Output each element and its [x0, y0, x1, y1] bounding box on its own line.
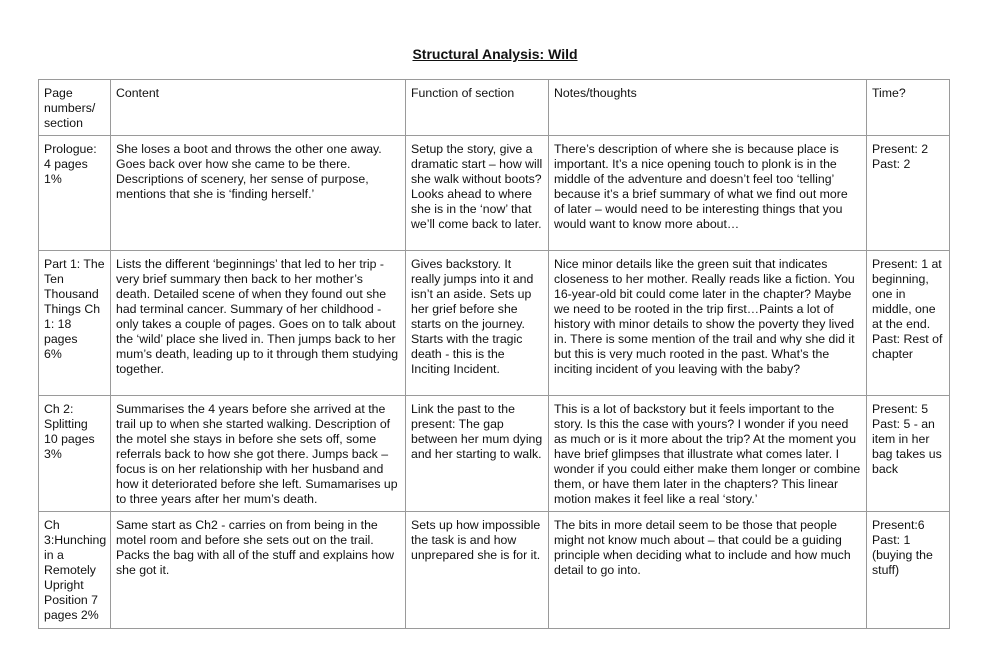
cell-notes: The bits in more detail seem to be those that people might not know much about – that could be a guiding principle when deciding what to include and how much detail to go into.: [549, 512, 867, 629]
cell-content: Same start as Ch2 - carries on from being in the motel room and before she sets out on the trail. Packs the bag with all of the stuff and explains how she got it.: [111, 512, 406, 629]
cell-function: Gives backstory. It really jumps into it and isn’t an aside. Sets up her grief before she starts on the journey. Starts with the tragic death - this is the Inciting Incident.: [406, 251, 549, 396]
cell-function: Setup the story, give a dramatic start – how will she walk without boots? Looks ahead to where she is in the ‘now’ that we’ll come back to later.: [406, 136, 549, 251]
header-time: Time?: [867, 80, 950, 136]
cell-section: Ch 2: Splitting 10 pages 3%: [39, 396, 111, 512]
structural-analysis-table: [38, 79, 950, 629]
header-content: Content: [111, 80, 406, 136]
header-notes: Notes/thoughts: [549, 80, 867, 136]
cell-time: Present: 5 Past: 5 - an item in her bag takes us back: [867, 396, 950, 512]
cell-notes: This is a lot of backstory but it feels important to the story. Is this the case with yours? I wonder if you need as much or is it more about the trip? At the moment you have brief glimpses that illustrate what comes later. I wonder if you could either make them longer or combine them, or have them later in the chapters? This linear motion makes it feel like a real ‘story.’: [549, 396, 867, 512]
cell-section: Prologue: 4 pages 1%: [39, 136, 111, 251]
table-row: [39, 136, 950, 251]
header-function: Function of section: [406, 80, 549, 136]
table-row: [39, 396, 950, 512]
cell-content: Lists the different ‘beginnings’ that led to her trip - very brief summary then back to her mother’s death. Detailed scene of when they found out she had terminal cancer. Summary of her childhood - only takes a couple of pages. Goes on to talk about the ‘wild’ place she lived in. Then jumps back to her mum’s death, leading up to it through them studying together.: [111, 251, 406, 396]
cell-function: Link the past to the present: The gap between her mum dying and her starting to walk.: [406, 396, 549, 512]
cell-section: Part 1: The Ten Thousand Things Ch 1: 18 pages 6%: [39, 251, 111, 396]
cell-time: Present: 2 Past: 2: [867, 136, 950, 251]
table-header-row: [39, 80, 950, 136]
cell-function: Sets up how impossible the task is and how unprepared she is for it.: [406, 512, 549, 629]
cell-notes: Nice minor details like the green suit that indicates closeness to her mother. Really reads like a fiction. You 16-year-old bit could come later in the chapter? Maybe we need to be rooted in the trip first…Paints a lot of history with minor details to show the poverty they lived in. There is some mention of the trail and why she did it but this is very much rooted in the past. What’s the inciting incident of you leaving with the baby?: [549, 251, 867, 396]
cell-notes: There’s description of where she is because place is important. It’s a nice opening touch to plonk is in the middle of the adventure and doesn’t feel too ‘telling’ because it’s a brief summary of what we find out more of later – would need to be interesting things that you would want to know more about…: [549, 136, 867, 251]
cell-content: Summarises the 4 years before she arrived at the trail up to when she started walking. Description of the motel she stays in before she sets off, some referrals back to how she got there. Jumps back – focus is on her relationship with her husband and how it deteriorated before she left. Sumamarises up to three years after her mum’s death.: [111, 396, 406, 512]
cell-section: Ch 3:Hunching in a Remotely Upright Position 7 pages 2%: [39, 512, 111, 629]
header-page-numbers: Page numbers/ section: [39, 80, 111, 136]
cell-time: Present:6 Past: 1 (buying the stuff): [867, 512, 950, 629]
cell-time: Present: 1 at beginning, one in middle, one at the end. Past: Rest of chapter: [867, 251, 950, 396]
table-row: [39, 251, 950, 396]
table-row: [39, 512, 950, 629]
cell-content: She loses a boot and throws the other one away. Goes back over how she came to be there. Descriptions of scenery, her sense of purpose, mentions that she is ‘finding herself.’: [111, 136, 406, 251]
document-title: Structural Analysis: Wild: [412, 46, 578, 62]
